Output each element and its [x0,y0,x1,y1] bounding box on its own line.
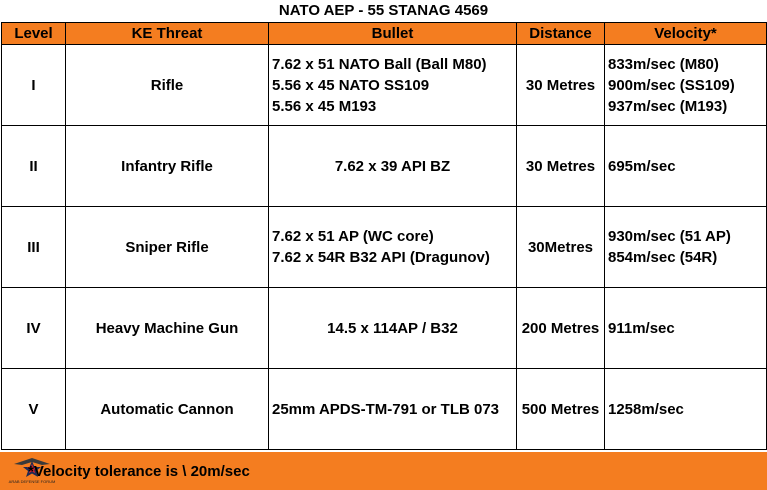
table-title: NATO AEP - 55 STANAG 4569 [278,2,489,19]
threat-cell: Sniper Rifle [66,207,269,288]
bullet-cell [269,288,517,369]
level-cell: II [2,126,66,207]
velocity-cell [605,369,767,450]
bullet-line: 7.62 x 51 AP (WC core) [272,228,434,245]
footer-bar [0,452,767,490]
velocity-line: 854m/sec (54R) [608,249,718,266]
bullet-cell [269,369,517,450]
distance-cell: 500 Metres [517,369,605,450]
threat-cell: Rifle [66,45,269,126]
level-cell: I [2,45,66,126]
threat-cell: Automatic Cannon [66,369,269,450]
velocity-tolerance-note: *Velocity tolerance is \ 20m/sec [28,463,250,480]
distance-cell: 200 Metres [517,288,605,369]
table-row [2,126,767,207]
velocity-cell [605,207,767,288]
bullet-line: 25mm APDS-TM-791 or TLB 073 [272,400,500,418]
bullet-line: 7.62 x 39 API BZ [334,157,451,175]
level-cell: IV [2,288,66,369]
bullet-line: 5.56 x 45 M193 [272,97,377,115]
velocity-line: 695m/sec [608,157,676,175]
velocity-line: 930m/sec (51 AP) [608,228,731,245]
distance-cell: 30 Metres [517,126,605,207]
stanag-table [1,22,767,450]
velocity-line: 900m/sec (SS109) [608,76,735,94]
header-ke-threat: KE Threat [66,23,269,45]
bullet-line: 7.62 x 54R B32 API (Dragunov) [272,249,490,266]
bullet-cell [269,45,517,126]
velocity-cell [605,288,767,369]
distance-cell: 30 Metres [517,45,605,126]
distance-cell: 30Metres [517,207,605,288]
velocity-line: 833m/sec (M80) [608,55,719,73]
bullet-cell [269,126,517,207]
velocity-line: 911m/sec [608,319,675,337]
threat-cell: Infantry Rifle [66,126,269,207]
level-cell: III [2,207,66,288]
velocity-line: 1258m/sec [608,400,684,418]
bullet-line: 5.56 x 45 NATO SS109 [272,76,430,94]
bullet-line: 7.62 x 51 NATO Ball (Ball M80) [272,55,487,73]
table-row [2,369,767,450]
velocity-line: 937m/sec (M193) [608,97,728,115]
velocity-cell [605,45,767,126]
header-distance: Distance [517,23,605,45]
header-bullet: Bullet [269,23,517,45]
bullet-cell [269,207,517,288]
table-row [2,207,767,288]
threat-cell: Heavy Machine Gun [66,288,269,369]
bullet-line: 14.5 x 114AP / B32 [327,319,458,337]
table-row [2,45,767,126]
velocity-cell [605,126,767,207]
table-row [2,288,767,369]
header-velocity: Velocity* [605,23,767,45]
level-cell: V [2,369,66,450]
header-level: Level [2,23,66,45]
header-row [2,23,767,45]
watermark-text: ARAB DEFENSE FORUM [8,479,56,484]
